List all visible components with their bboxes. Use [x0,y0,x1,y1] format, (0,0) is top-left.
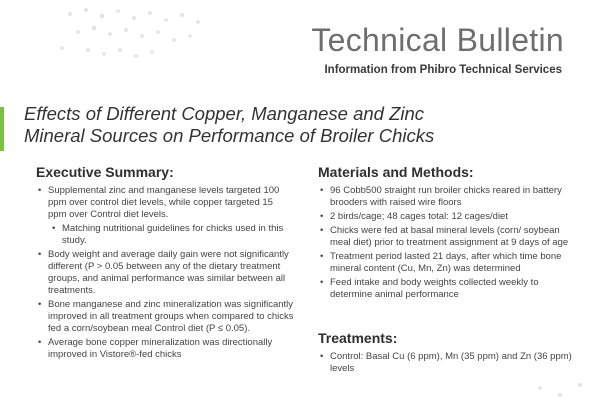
article-title-line: Mineral Sources on Performance of Broiler Chicks [24,125,435,146]
list-item: • Matching nutritional guidelines for chicks used in this study. [36,223,294,247]
list-item: • Feed intake and body weights collected weekly to determine animal performance [318,277,578,301]
accent-bar [0,107,4,151]
list-item: • Average bone copper mineralization was directionally improved in Vistore®-fed chicks [36,337,294,361]
list-item: • Control: Basal Cu (6 ppm), Mn (35 ppm) and Zn (36 ppm) levels [318,351,578,375]
list-item: • Treatment period lasted 21 days, after which time bone mineral content (Cu, Mn, Zn) was determined [318,251,578,275]
materials-methods-section [318,164,578,303]
bullet-list [318,185,578,301]
section-heading: Executive Summary: [36,164,174,180]
article-title [24,103,584,147]
list-item: • Chicks were fed at basal mineral levels (corn/ soybean meal diet) prior to treatment assignment at 9 days of age [318,225,578,249]
section-heading: Treatments: [318,330,398,346]
list-item: • Bone manganese and zinc mineralization was significantly improved in all treatment groups when compared to chicks fed a corn/soybean meal Control diet (P ≤ 0.05). [36,299,294,335]
list-item: • Supplemental zinc and manganese levels targeted 100 ppm over control diet levels, while copper targeted 15 ppm over Control diet levels. [36,185,294,221]
article-title-line: Effects of Different Copper, Manganese and Zinc [24,103,425,124]
section-heading: Materials and Methods: [318,164,474,180]
list-item: • 96 Cobb500 straight run broiler chicks reared in battery brooders with raised wire floors [318,185,578,209]
bulletin-title: Technical Bulletin [311,22,564,58]
bulletin-subtitle: Information from Phibro Technical Services [324,64,562,76]
executive-summary-section [36,164,294,363]
list-item: • 2 birds/cage; 48 cages total: 12 cages/diet [318,211,578,223]
bullet-list [36,185,294,361]
list-item: • Body weight and average daily gain were not significantly different (P > 0.05 between any of the dietary treatment groups, and animal performance was similar between all treatments. [36,249,294,297]
bullet-list [318,351,578,377]
